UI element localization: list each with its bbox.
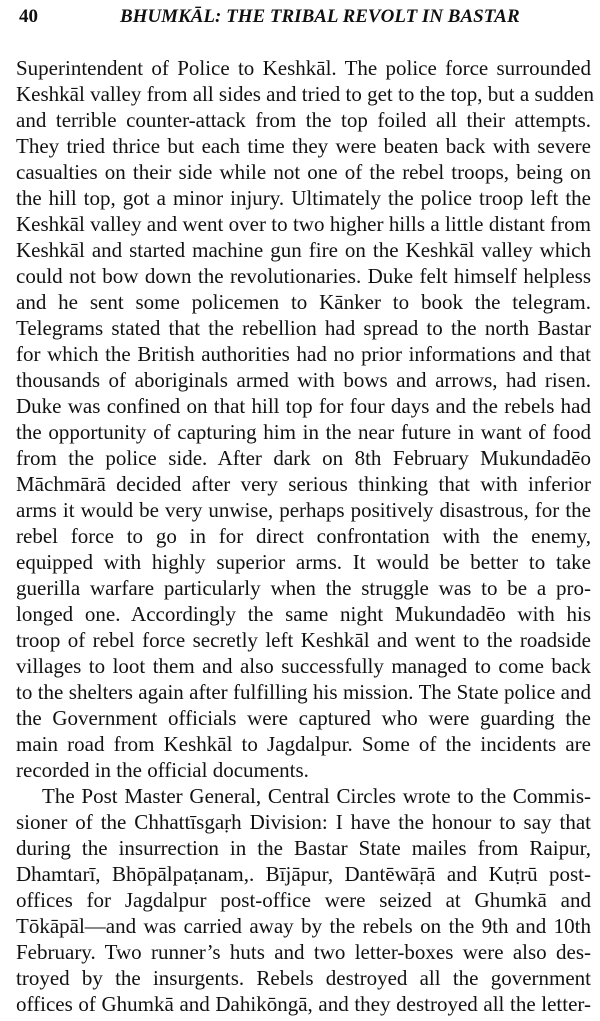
text-line: Keshkāl valley and went over to two higher hills a little distant from [16,212,591,236]
text-line: casualties on their side while not one of the rebel troops, being on [16,160,591,184]
text-line: thousands of aboriginals armed with bows and arrows, had risen. [16,368,591,392]
text-line: Superintendent of Police to Keshkāl. The police force surrounded [16,56,591,80]
text-line: and terrible counter-attack from the top foiled all their attempts. [16,108,591,132]
text-line: equipped with highly superior arms. It would be better to take [16,550,591,574]
text-line: The Post Master General, Central Circles wrote to the Commis- [42,784,591,808]
paragraph [16,55,594,783]
text-line: the Government officials were captured who were guarding the [16,706,591,730]
text-line: longed one. Accordingly the same night Mukundadēo with his [16,602,591,626]
text-line: They tried thrice but each time they were beaten back with severe [16,134,591,158]
text-line: could not bow down the revolutionaries. Duke felt himself helpless [16,264,591,288]
text-line: for which the British authorities had no prior informations and that [16,342,591,366]
text-line: to the shelters again after fulfilling his mission. The State police and [16,680,591,704]
text-line: Keshkāl and started machine gun fire on the Keshkāl valley which [16,238,591,262]
text-line: offices of Ghumkā and Dahikōngā, and they destroyed all the letter- [16,992,591,1016]
text-line: during the insurrection in the Bastar State mailes from Raipur, [16,836,591,860]
text-line: Keshkāl valley from all sides and tried to get to the top, but a sudden [16,82,594,106]
text-line: February. Two runner’s huts and two letter-boxes were also des- [16,940,591,964]
text-line: villages to loot them and also successfully managed to come back [16,654,591,678]
text-line: Māchmārā decided after very serious thinking that with inferior [16,472,591,496]
text-line: Telegrams stated that the rebellion had spread to the north Bastar [16,316,591,340]
text-line: troyed by the insurgents. Rebels destroyed all the government [16,966,591,990]
text-line: recorded in the official documents. [16,758,309,782]
text-line: offices for Jagdalpur post-office were seized at Ghumkā and [16,888,591,912]
text-line: troop of rebel force secretly left Keshkāl and went to the roadside [16,628,591,652]
running-header [0,4,600,28]
text-line: Duke was confined on that hill top for four days and the rebels had [16,394,591,418]
text-line: guerilla warfare particularly when the struggle was to be a pro- [16,576,591,600]
text-line: from the police side. After dark on 8th February Mukundadēo [16,446,591,470]
text-line: Dhamtarī, Bhōpālpaṭanam,. Bījāpur, Dantēwāṛā and Kuṭrū post- [16,862,591,886]
page-number: 40 [19,6,38,27]
text-line: Tōkāpāl—and was carried away by the rebels on the 9th and 10th [16,914,591,938]
text-line: main road from Keshkāl to Jagdalpur. Some of the incidents are [16,732,591,756]
running-title: BHUMKĀL: THE TRIBAL REVOLT IN BASTAR [120,6,520,27]
text-line: sioner of the Chhattīsgaṛh Division: I have the honour to say that [16,810,591,834]
text-line: and he sent some policemen to Kānker to book the telegram. [16,290,591,314]
paragraph [16,783,591,1017]
text-line: arms it would be very unwise, perhaps positively disastrous, for the [16,498,591,522]
text-line: the opportunity of capturing him in the near future in want of food [16,420,591,444]
page-body [16,55,594,1017]
text-line: the hill top, got a minor injury. Ultimately the police troop left the [16,186,591,210]
text-line: rebel force to go in for direct confrontation with the enemy, [16,524,591,548]
